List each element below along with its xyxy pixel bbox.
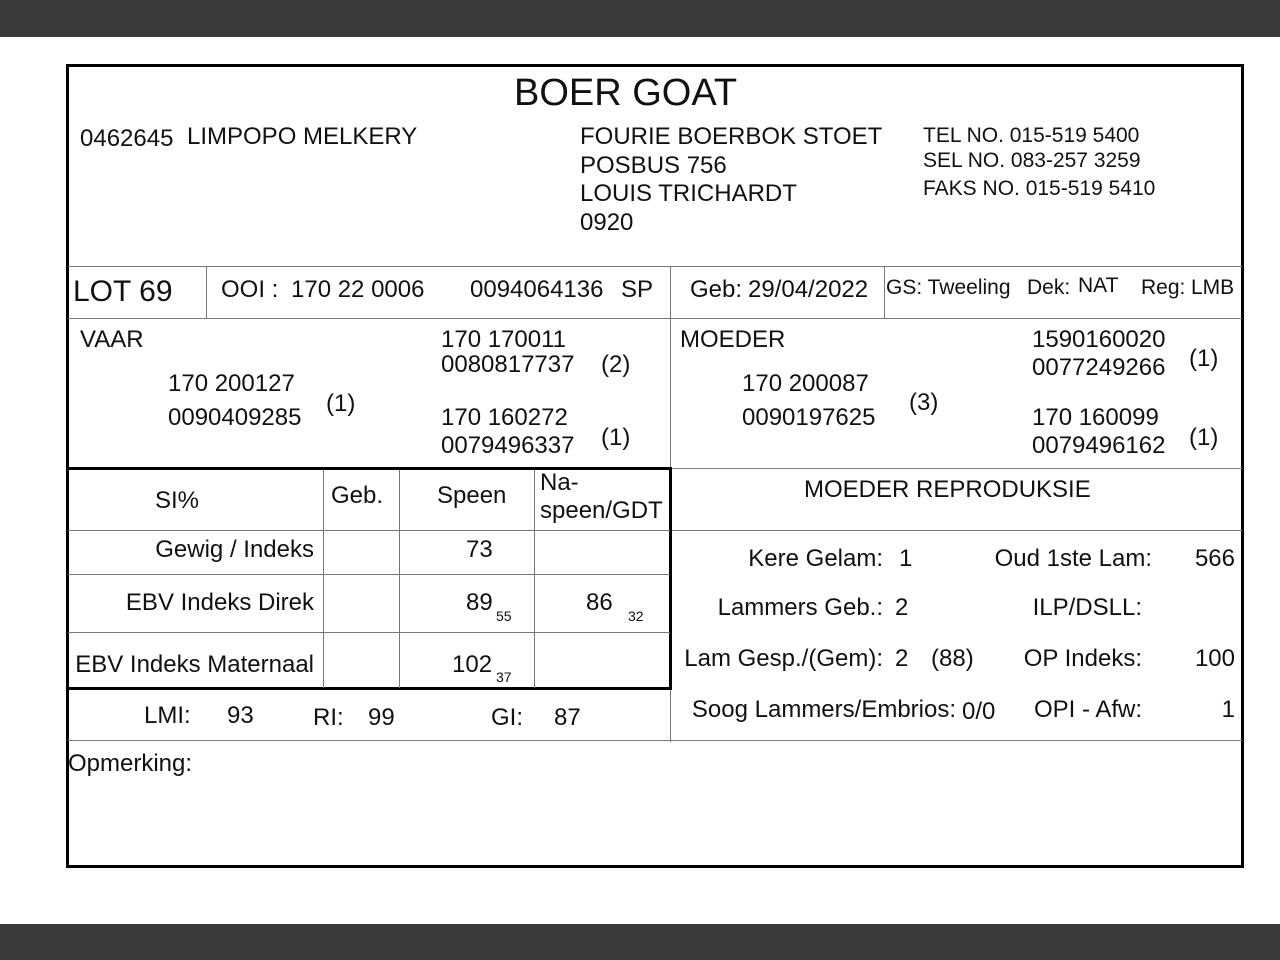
row-label-gewig: Gewig / Indeks bbox=[155, 536, 314, 563]
direk-naspeen-value: 86 bbox=[586, 589, 613, 616]
vaar-dam-id: 170 160272 bbox=[441, 404, 568, 431]
op-label: OP Indeks: bbox=[1023, 645, 1142, 672]
vaar-id: 170 200127 bbox=[168, 370, 295, 397]
geb-header: Geb. bbox=[331, 482, 384, 509]
opi-value: 1 bbox=[1221, 696, 1235, 723]
si-col-line-3 bbox=[534, 470, 535, 688]
divider-header bbox=[68, 266, 1242, 267]
repro-title: MOEDER REPRODUKSIE bbox=[804, 476, 1091, 503]
direk-speen-value: 89 bbox=[466, 589, 493, 616]
geb-label: Geb: bbox=[690, 276, 743, 303]
divider-lot-v2 bbox=[884, 266, 885, 318]
vaar-count: (1) bbox=[326, 390, 356, 417]
ri-value: 99 bbox=[368, 704, 395, 731]
si-col-line-2 bbox=[399, 470, 400, 688]
gi-value: 87 bbox=[554, 704, 581, 731]
lmi-value: 93 bbox=[227, 702, 254, 729]
dek-label: Dek: bbox=[1027, 276, 1071, 299]
top-dark-bar bbox=[0, 0, 1280, 37]
buyer-name: LIMPOPO MELKERY bbox=[187, 123, 418, 150]
kere-value: 1 bbox=[899, 545, 913, 572]
seller-faks: FAKS NO. 015-519 5410 bbox=[923, 177, 1156, 200]
vaar-dam-count: (1) bbox=[601, 424, 631, 451]
lot-number: LOT 69 bbox=[73, 275, 173, 308]
si-table-bottom bbox=[66, 687, 672, 690]
remarks-label: Opmerking: bbox=[68, 750, 193, 777]
moeder-dam-id: 170 160099 bbox=[1032, 404, 1159, 431]
soog-value: 0/0 bbox=[962, 698, 996, 725]
lammers-label: Lammers Geb.: bbox=[717, 594, 883, 621]
gi-label: GI: bbox=[491, 704, 524, 731]
geb-date: 29/04/2022 bbox=[748, 276, 869, 303]
seller-address-2: LOUIS TRICHARDT bbox=[580, 180, 797, 207]
opi-label: OPI - Afw: bbox=[1033, 696, 1142, 723]
vaar-sire-count: (2) bbox=[601, 351, 631, 378]
vaar-dam-number: 0079496337 bbox=[441, 432, 575, 459]
vaar-sire-id: 170 170011 bbox=[441, 326, 567, 353]
divider-lot bbox=[68, 318, 1242, 319]
ooi-id: 170 22 0006 bbox=[291, 276, 425, 303]
seller-name: FOURIE BOERBOK STOET bbox=[580, 123, 883, 150]
document-title: BOER GOAT bbox=[514, 72, 738, 114]
row-label-direk: EBV Indeks Direk bbox=[125, 589, 314, 616]
naspeen-header-line2: speen/GDT bbox=[540, 497, 663, 524]
si-row-line-3 bbox=[68, 632, 670, 633]
gesp-label: Lam Gesp./(Gem): bbox=[684, 645, 883, 672]
moeder-sire-id: 1590160020 bbox=[1032, 326, 1166, 353]
gesp-average: (88) bbox=[931, 645, 974, 672]
speen-header: Speen bbox=[437, 482, 507, 509]
divider-repro-top bbox=[670, 468, 1242, 469]
si-row-line-2 bbox=[68, 574, 670, 575]
seller-address-1: POSBUS 756 bbox=[580, 152, 727, 179]
si-row-line-1 bbox=[68, 530, 670, 531]
moeder-dam-count: (1) bbox=[1189, 424, 1219, 451]
lammers-value: 2 bbox=[895, 594, 909, 621]
divider-remarks bbox=[68, 740, 1242, 741]
vaar-number: 0090409285 bbox=[168, 404, 302, 431]
moeder-dam-number: 0079496162 bbox=[1032, 432, 1166, 459]
bottom-dark-bar bbox=[0, 924, 1280, 960]
buyer-number: 0462645 bbox=[80, 125, 174, 152]
ilp-label: ILP/DSLL: bbox=[1032, 594, 1142, 621]
seller-postcode: 0920 bbox=[580, 209, 634, 236]
moeder-number: 0090197625 bbox=[742, 404, 876, 431]
moeder-sire-number: 0077249266 bbox=[1032, 354, 1166, 381]
si-col-line-1 bbox=[323, 470, 324, 688]
si-table-top bbox=[66, 467, 672, 470]
kere-label: Kere Gelam: bbox=[748, 545, 883, 572]
reg-value: LMB bbox=[1191, 276, 1235, 299]
ooi-label: OOI : bbox=[221, 276, 279, 303]
si-header: SI% bbox=[155, 487, 200, 514]
divider-lot-v1 bbox=[206, 266, 207, 318]
gs-status: GS: Tweeling bbox=[886, 276, 1011, 299]
lmi-label: LMI: bbox=[144, 702, 191, 729]
maternaal-speen-accuracy: 37 bbox=[496, 669, 512, 685]
moeder-id: 170 200087 bbox=[742, 370, 869, 397]
direk-naspeen-accuracy: 32 bbox=[628, 608, 644, 624]
seller-sel: SEL NO. 083-257 3259 bbox=[923, 149, 1141, 172]
naspeen-header-line1: Na- bbox=[540, 469, 579, 496]
direk-speen-accuracy: 55 bbox=[496, 608, 512, 624]
op-value: 100 bbox=[1194, 645, 1235, 672]
ri-label: RI: bbox=[313, 704, 344, 731]
maternaal-speen-value: 102 bbox=[452, 651, 493, 678]
ooi-suffix: SP bbox=[621, 276, 654, 303]
gesp-value: 2 bbox=[895, 645, 909, 672]
reg-label: Reg: bbox=[1141, 276, 1186, 299]
vaar-sire-number: 0080817737 bbox=[441, 351, 575, 378]
soog-label: Soog Lammers/Embrios: bbox=[691, 696, 956, 723]
oud-value: 566 bbox=[1194, 545, 1235, 572]
row-label-maternaal: EBV Indeks Maternaal bbox=[75, 651, 314, 678]
moeder-sire-count: (1) bbox=[1189, 345, 1219, 372]
oud-label: Oud 1ste Lam: bbox=[994, 545, 1152, 572]
gewig-speen-value: 73 bbox=[466, 536, 493, 563]
moeder-label: MOEDER bbox=[680, 326, 786, 353]
seller-tel: TEL NO. 015-519 5400 bbox=[923, 124, 1140, 147]
dek-value: NAT bbox=[1078, 274, 1119, 297]
vaar-label: VAAR bbox=[80, 326, 144, 353]
ooi-number: 0094064136 bbox=[470, 276, 604, 303]
moeder-count: (3) bbox=[909, 389, 939, 416]
divider-repro-title bbox=[670, 530, 1242, 531]
